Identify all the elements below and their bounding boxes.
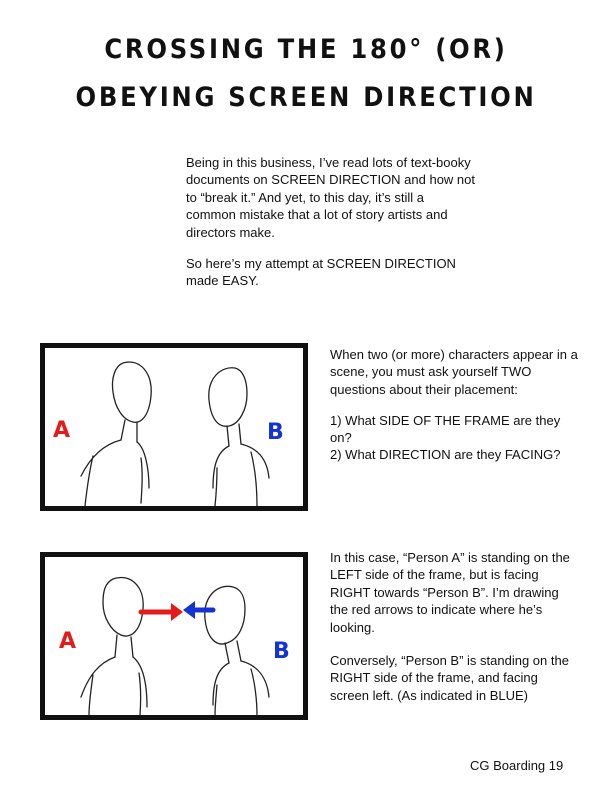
person-a-head bbox=[112, 362, 151, 422]
panel-1-drawing bbox=[45, 348, 303, 506]
page-title-line-2: OBEYING SCREEN DIRECTION bbox=[75, 82, 537, 113]
person-b-label: B bbox=[267, 420, 284, 445]
red-arrow-icon bbox=[141, 603, 183, 621]
question-1: 1) What SIDE OF THE FRAME are they on? bbox=[330, 413, 561, 446]
person-a-head bbox=[103, 577, 143, 636]
person-a-label: A bbox=[53, 418, 71, 443]
section-1-paragraph: When two (or more) characters appear in a scene, you must ask yourself TWO questions about their placement: bbox=[330, 347, 578, 397]
person-b-head bbox=[205, 586, 245, 644]
person-a-shoulder bbox=[81, 657, 147, 715]
person-b-label: B bbox=[273, 639, 290, 664]
person-b-neck bbox=[225, 641, 241, 663]
person-b-neck bbox=[227, 424, 241, 446]
blue-arrow-icon bbox=[183, 601, 213, 619]
panel-2-drawing bbox=[45, 557, 303, 715]
person-a-label: A bbox=[59, 629, 77, 654]
person-a-neck bbox=[115, 635, 133, 657]
question-2: 2) What DIRECTION are they FACING? bbox=[330, 447, 561, 462]
person-b-shoulder bbox=[213, 661, 269, 715]
person-b-head bbox=[209, 368, 247, 427]
section-2-paragraph-1: In this case, “Person A” is standing on the LEFT side of the frame, but is facing RIGHT towards “Person B”. I’m drawing the red arrows to indicate where he’s looking. bbox=[330, 550, 570, 635]
person-a-shoulder bbox=[81, 440, 149, 506]
page-title-line-1: CROSSING THE 180° (OR) bbox=[104, 34, 508, 65]
storyboard-panel-1 bbox=[40, 343, 308, 511]
page-footer: CG Boarding 19 bbox=[470, 758, 564, 773]
storyboard-panel-2 bbox=[40, 552, 308, 720]
person-a-neck bbox=[121, 420, 137, 442]
intro-paragraph: Being in this business, I’ve read lots of text-booky documents on SCREEN DIRECTION and how not to “break it.” And yet, to this day, it’s still a common mistake that a lot of story artists and directors make. bbox=[186, 155, 476, 240]
person-b-shoulder bbox=[213, 444, 269, 506]
section-2-paragraph-2: Conversely, “Person B” is standing on the RIGHT side of the frame, and facing screen left. (As indicated in BLUE) bbox=[330, 653, 569, 703]
intro-paragraph-2: So here’s my attempt at SCREEN DIRECTION made EASY. bbox=[186, 256, 456, 289]
